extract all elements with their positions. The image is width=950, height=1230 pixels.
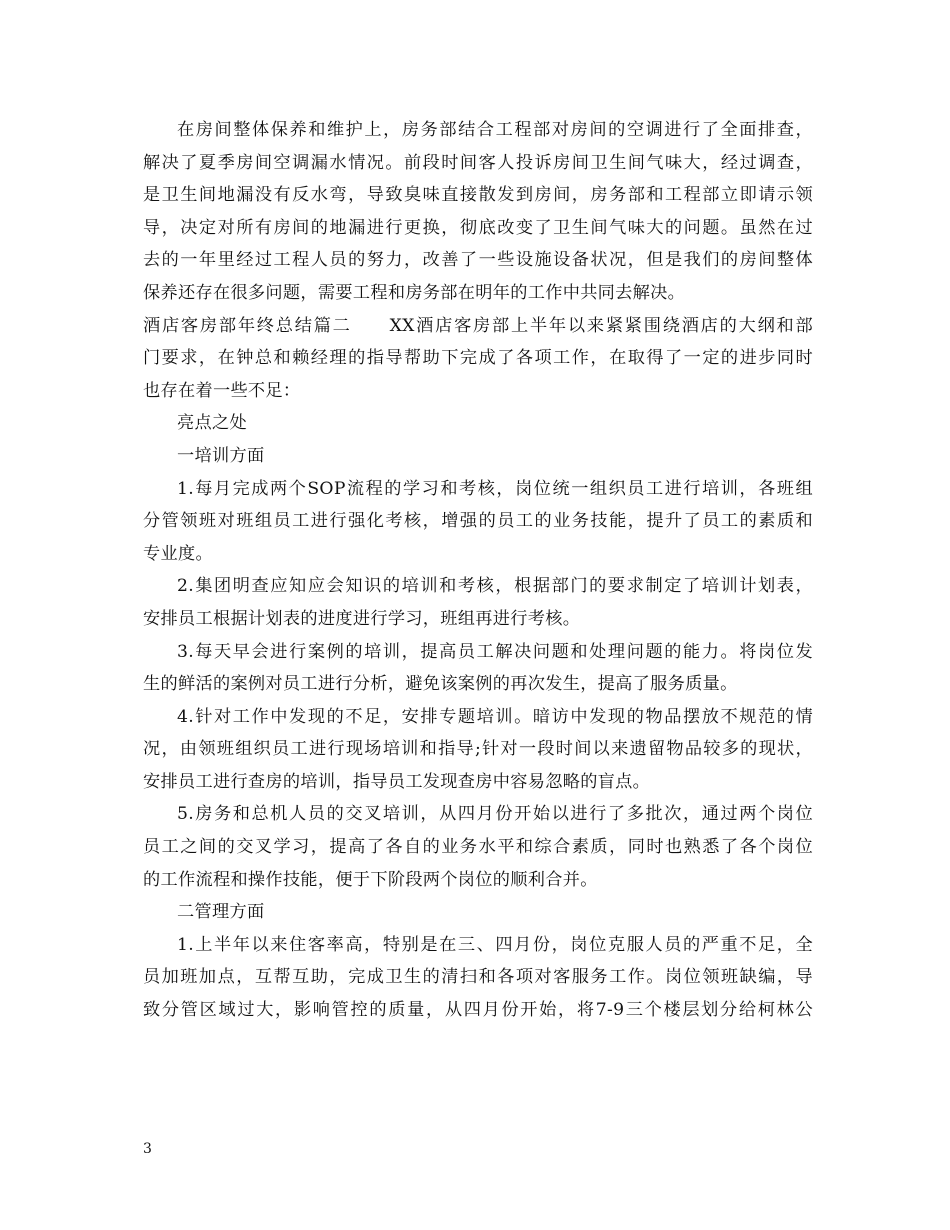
text-line: 解决了夏季房间空调漏水情况。前段时间客人投诉房间卫生间气味大，经过调查， [143,152,813,173]
text-line: 安排员工进行查房的培训，指导员工发现查房中容易忽略的盲点。 [143,771,651,792]
text-line: 员工之间的交叉学习，提高了各自的业务水平和综合素质，同时也熟悉了各个岗位 [143,837,813,858]
text-line: 生的鲜活的案例对员工进行分析，避免该案例的再次发生，提高了服务质量。 [143,674,738,695]
text-line: 1.上半年以来住客率高，特别是在三、四月份，岗位克服人员的严重不足，全 [177,934,813,955]
text-line: 2.集团明查应知应会知识的培训和考核，根据部门的要求制定了培训计划表， [177,576,813,597]
text-line: 安排员工根据计划表的进度进行学习，班组再进行考核。 [143,608,581,629]
text-line: 5.房务和总机人员的交叉培训，从四月份开始以进行了多批次，通过两个岗位 [177,804,813,825]
text-line: 3.每天早会进行案例的培训，提高员工解决问题和处理问题的能力。将岗位发 [177,641,813,662]
section-heading-line: 酒店客房部年终总结篇二 XX酒店客房部上半年以来紧紧围绕酒店的大纲和部 [143,315,813,336]
subheading-highlights: 亮点之处 [177,413,247,434]
text-line: 致分管区域过大，影响管控的质量，从四月份开始，将7-9三个楼层划分给柯林公 [143,1000,813,1021]
text-line: 去的一年里经过工程人员的努力，改善了一些设施设备状况，但是我们的房间整体 [143,250,813,271]
text-line: 员加班加点，互帮互助，完成卫生的清扫和各项对客服务工作。岗位领班缺编，导 [143,967,813,988]
body-text [143,114,813,1027]
text-line: 专业度。 [143,543,213,564]
text-line: 的工作流程和操作技能，便于下阶段两个岗位的顺利合并。 [143,869,598,890]
text-line: 分管领班对班组员工进行强化考核，增强的员工的业务技能，提升了员工的素质和 [143,511,813,532]
text-line: 门要求，在钟总和赖经理的指导帮助下完成了各项工作，在取得了一定的进步同时 [143,348,813,369]
text-line: 4.针对工作中发现的不足，安排专题培训。暗访中发现的物品摆放不规范的情 [177,706,813,727]
text-line: 在房间整体保养和维护上，房务部结合工程部对房间的空调进行了全面排查， [177,120,813,140]
subheading-training: 一培训方面 [177,445,265,466]
text-line: 导，决定对所有房间的地漏进行更换，彻底改变了卫生间气味大的问题。虽然在过 [143,217,813,238]
text-line: 况，由领班组织员工进行现场培训和指导;针对一段时间以来遗留物品较多的现状， [143,739,813,760]
text-line: 也存在着一些不足： [143,380,301,401]
subheading-management: 二管理方面 [177,902,265,923]
text-line: 保养还存在很多问题，需要工程和房务部在明年的工作中共同去解决。 [143,282,686,303]
page-number: 3 [143,1141,152,1157]
text-line: 是卫生间地漏没有反水弯，导致臭味直接散发到房间，房务部和工程部立即请示领 [143,185,813,206]
text-line: 1.每月完成两个SOP流程的学习和考核，岗位统一组织员工进行培训，各班组 [177,478,813,499]
